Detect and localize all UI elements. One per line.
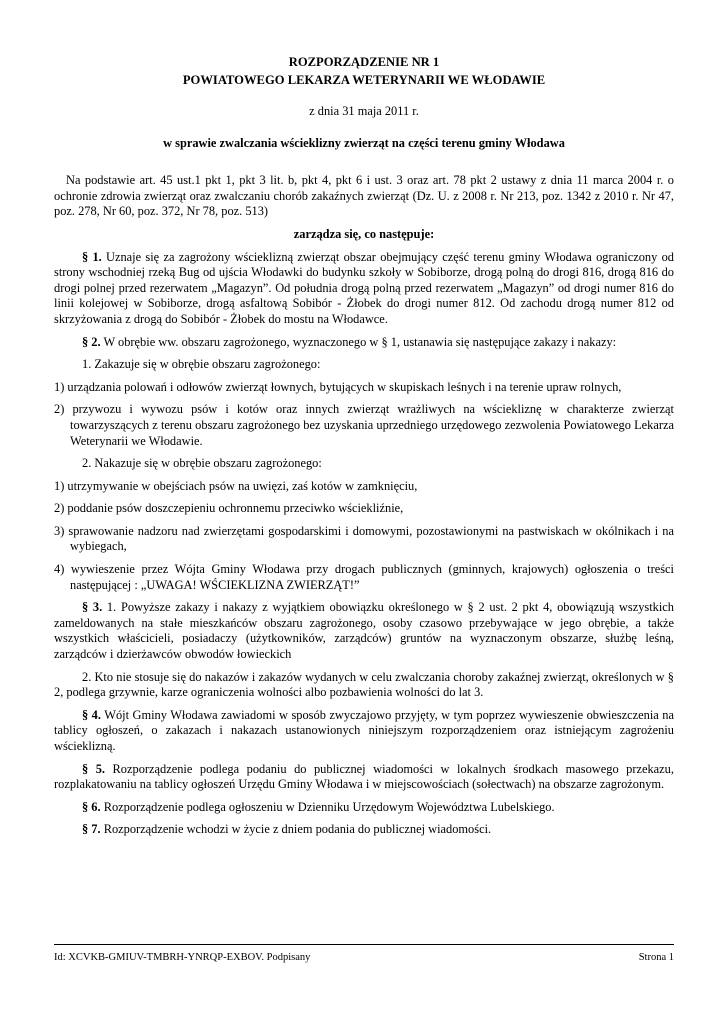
section-1-text: Uznaje się za zagrożony wścieklizną zwierząt obszar obejmujący część terenu gminy Włodawa ograniczony od strony wschodniej rzeką Bug od ujścia Włodawki do budynku szkoły w Sobiborze, drogą polną do drogi 816, drogą 816 do drogi polnej przed rezerwatem „Magazyn”. Od południa drogą polną przed rezerwatem „Magazyn” od drogi numer 816 do linii kolejowej w Sobiborze, drogą asfaltową Sobibór - Żłobek do drogi numer 812. Od zachodu drogą numer 812 od skrzyżowania z drogą do Sobibór - Żłobek do mostu na Włodawce. [54, 249, 674, 326]
section-7-text: Rozporządzenie wchodzi w życie z dniem podania do publicznej wiadomości. [100, 822, 492, 837]
section-5 [54, 762, 674, 793]
list-item: 2) poddanie psów doszczepieniu ochronnemu przeciwko wściekliźnie, [54, 501, 404, 516]
section-3-text: 1. Powyższe zakazy i nakazy z wyjątkiem obowiązku określonego w § 2 ust. 2 pkt 4, obowiązują wszystkich zameldowanych na stałe mieszkańców obszaru zagrożonego, osoby czasowo przebywające w jego obrębie, a także wszystkich właścicieli, posiadaczy (użytkowników, zarządców) gruntów na wyznaczonym obszarze, służbę leśną, zarządców i dzierżawców obwodów łowieckich [54, 600, 674, 662]
section-5-text: Rozporządzenie podlega podaniu do publicznej wiadomości w lokalnych środkach masowego przekazu, rozplakatowaniu na tablicy ogłoszeń Urzędu Gminy Włodawa i w miejscowościach (sołectwach) na obszarze zagrożonym. [54, 761, 674, 792]
list-item: 4) wywieszenie przez Wójta Gminy Włodawa przy drogach publicznych (gminnych, krajowych) ogłoszenia o treści następującej : „UWAGA! WŚCIEKLIZNA ZWIERZĄT!” [54, 562, 674, 592]
section-2-subsection-2: 2. Nakazuje się w obrębie obszaru zagrożonego: [82, 456, 322, 471]
list-item: 1) utrzymywanie w obejściach psów na uwięzi, zaś kotów w zamknięciu, [54, 478, 418, 493]
section-7 [54, 822, 674, 838]
decree-heading: zarządza się, co następuje: [293, 226, 435, 241]
section-4-mark: § 4. [82, 707, 101, 722]
section-7-mark: § 7. [82, 822, 101, 837]
section-3 [54, 600, 674, 662]
section-3-paragraph-2: 2. Kto nie stosuje się do nakazów i zakazów wydanych w celu zwalczania choroby zakaźnej zwierząt, określonych w § 2, podlega grzywnie, karze ograniczenia wolności albo pozbawienia wolności do lat 3. [54, 669, 674, 700]
section-2 [54, 335, 674, 351]
footer-page-number: Strona 1 [638, 952, 674, 963]
footer-divider [54, 944, 674, 945]
legal-basis-paragraph: Na podstawie art. 45 ust.1 pkt 1, pkt 3 lit. b, pkt 4, pkt 6 i ust. 3 oraz art. 78 pkt 2 ustawy z dnia 11 marca 2004 r. o ochronie zdrowia zwierząt oraz zwalczaniu chorób zakaźnych zwierząt (Dz. U. z 2008 r. Nr 213, poz. 1342 z 2010 r. Nr 47, poz. 278, Nr 60, poz. 372, Nr 78, poz. 513) [54, 173, 674, 219]
list-item: 1) urządzania polowań i odłowów zwierząt łownych, bytujących w skupiskach leśnych i na terenie upraw rolnych, [54, 379, 622, 394]
section-6-text: Rozporządzenie podlega ogłoszeniu w Dzienniku Urzędowym Województwa Lubelskiego. [100, 799, 555, 814]
document-date: z dnia 31 maja 2011 r. [309, 104, 419, 118]
list-item: 2) przywozu i wywozu psów i kotów oraz innych zwierząt wrażliwych na wściekliznę w charakterze zwierząt towarzyszących z terenu obszaru zagrożonego bez uzyskania uprzedniego urzędowego zezwolenia Powiatowego Lekarza Weterynarii we Włodawie. [54, 402, 674, 448]
document-title-line1: ROZPORZĄDZENIE NR 1 [288, 55, 440, 69]
footer-document-id: Id: XCVKB-GMIUV-TMBRH-YNRQP-EXBOV. Podpisany [54, 952, 311, 963]
section-1 [54, 250, 674, 328]
list-item: 3) sprawowanie nadzoru nad zwierzętami gospodarskimi i domowymi, pozostawionymi na pastwiskach w okólnikach i na wybiegach, [54, 523, 674, 554]
section-4 [54, 708, 674, 755]
section-6-mark: § 6. [82, 799, 101, 814]
section-2-subsection-1: 1. Zakazuje się w obrębie obszaru zagrożonego: [82, 357, 321, 372]
section-2-text: W obrębie ww. obszaru zagrożonego, wyznaczonego w § 1, ustanawia się następujące zakazy i nakazy: [100, 334, 617, 349]
document-title-line2: POWIATOWEGO LEKARZA WETERYNARII WE WŁODAWIE [182, 73, 546, 87]
section-3-mark: § 3. [82, 600, 103, 615]
section-5-mark: § 5. [82, 761, 106, 776]
document-subject: w sprawie zwalczania wścieklizny zwierząt na części terenu gminy Włodawa [163, 135, 565, 150]
document-page [54, 52, 674, 838]
section-6 [54, 800, 674, 816]
section-4-text: Wójt Gminy Włodawa zawiadomi w sposób zwyczajowo przyjęty, w tym poprzez wywieszenie obwieszczenia na tablicy ogłoszeń, o zakazach i nakazach ustanowionych niniejszym rozporządzeniem oraz istniejącym zagrożeniu wścieklizną. [54, 707, 674, 753]
section-1-mark: § 1. [82, 249, 102, 264]
section-2-mark: § 2. [82, 334, 101, 349]
